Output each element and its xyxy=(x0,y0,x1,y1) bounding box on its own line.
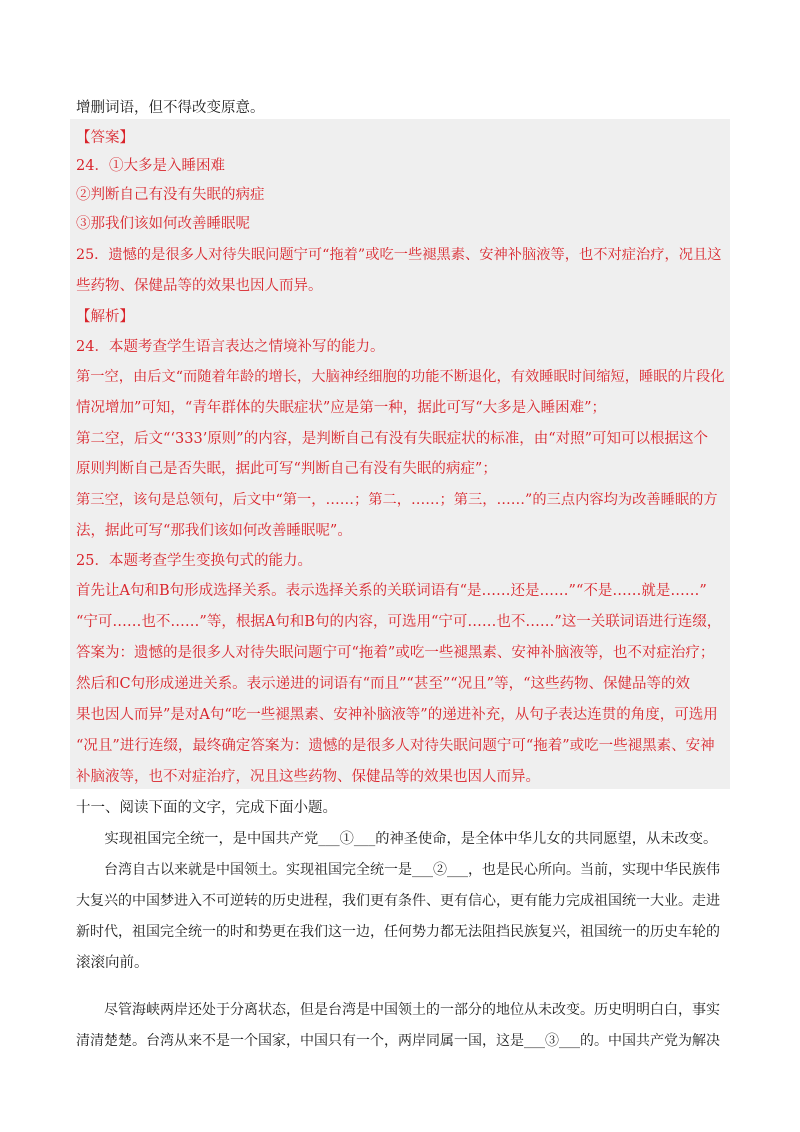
text-line: 答案为：遗憾的是很多人对待失眠问题宁可“拖着”或吃一些褪黑素、安神补脑液等，也不对症治疗； xyxy=(76,645,715,661)
text-line: 原则判断自己是否失眠，据此可写“判断自己有没有失眠的病症”； xyxy=(76,461,497,477)
text-line: ③那我们该如何改善睡眠呢 xyxy=(76,216,250,232)
text-line: 增删词语，但不得改变原意。 xyxy=(76,100,265,116)
answer-heading: 【答案】 xyxy=(76,130,134,146)
text-line: 24．本题考查学生语言表达之情境补写的能力。 xyxy=(76,339,385,355)
text-line: 些药物、保健品等的效果也因人而异。 xyxy=(76,278,323,294)
text-line: 实现祖国完全统一，是中国共产党___①___的神圣使命，是全体中华儿女的共同愿望，从未改变。 xyxy=(76,831,718,847)
text-line: 第二空，后文“‘333’原则”的内容，是判断自己有没有失眠症状的标准，由“对照”可知可以根据这个 xyxy=(76,431,709,447)
analysis-heading: 【解析】 xyxy=(76,309,134,325)
text-line: 第三空，该句是总领句，后文中“第一，……；第二，……；第三，……”的三点内容均为改善睡眠的方 xyxy=(76,492,718,508)
section-heading: 十一、阅读下面的文字，完成下面小题。 xyxy=(76,800,337,816)
text-line: “宁可……也不……”等，根据A句和B句的内容，可选用“宁可……也不……”这一关联词语进行连缀， xyxy=(76,614,722,630)
text-line: 新时代，祖国完全统一的时和势更在我们这一边，任何势力都无法阻挡民族复兴，祖国统一的历史车轮的 xyxy=(76,924,720,940)
text-line: 24．①大多是入睡困难 xyxy=(76,158,225,174)
text-line: ②判断自己有没有失眠的病症 xyxy=(76,187,265,203)
text-line: 然后和C句形成递进关系。表示递进的词语有“而且”“甚至”“况且”等，“这些药物、保健品等的效 xyxy=(76,676,690,692)
text-line: 情况增加”可知，“青年群体的失眠症状”应是第一种，据此可写“大多是入睡困难”； xyxy=(76,400,607,416)
text-line: 第一空，由后文“而随着年龄的增长，大脑神经细胞的功能不断退化，有效睡眠时间缩短，睡眠的片段化 xyxy=(76,369,725,385)
text-line: 尽管海峡两岸还处于分离状态，但是台湾是中国领土的一部分的地位从未改变。历史明明白白，事实 xyxy=(76,1002,720,1018)
text-line: 25．本题考查学生变换句式的能力。 xyxy=(76,553,312,569)
text-line: 果也因人而异”是对A句“吃一些褪黑素、安神补脑液等”的递进补充，从句子表达连贯的角度，可选用 xyxy=(76,707,718,723)
text-line: 滚滚向前。 xyxy=(76,955,149,971)
text-line: 25．遗憾的是很多人对待失眠问题宁可“拖着”或吃一些褪黑素、安神补脑液等，也不对症治疗，况且这 xyxy=(76,247,722,263)
text-line: 补脑液等，也不对症治疗，况且这些药物、保健品等的效果也因人而异。 xyxy=(76,769,540,785)
text-line: 法，据此可写“那我们该如何改善睡眠呢”。 xyxy=(76,523,352,539)
text-line: 台湾自古以来就是中国领土。实现祖国完全统一是___②___，也是民心所向。当前，实现中华民族伟 xyxy=(76,862,720,878)
text-line: 首先让A句和B句形成选择关系。表示选择关系的关联词语有“是……还是……”“不是……就是……” xyxy=(76,583,707,599)
text-line: 大复兴的中国梦进入不可逆转的历史进程，我们更有条件、更有信心，更有能力完成祖国统一大业。走进 xyxy=(76,893,720,909)
text-line: “况且”进行连缀，最终确定答案为：遗憾的是很多人对待失眠问题宁可“拖着”或吃一些褪黑素、安神 xyxy=(76,738,715,754)
text-line: 清清楚楚。台湾从来不是一个国家，中国只有一个，两岸同属一国，这是___③___的。中国共产党为解决 xyxy=(76,1033,720,1049)
